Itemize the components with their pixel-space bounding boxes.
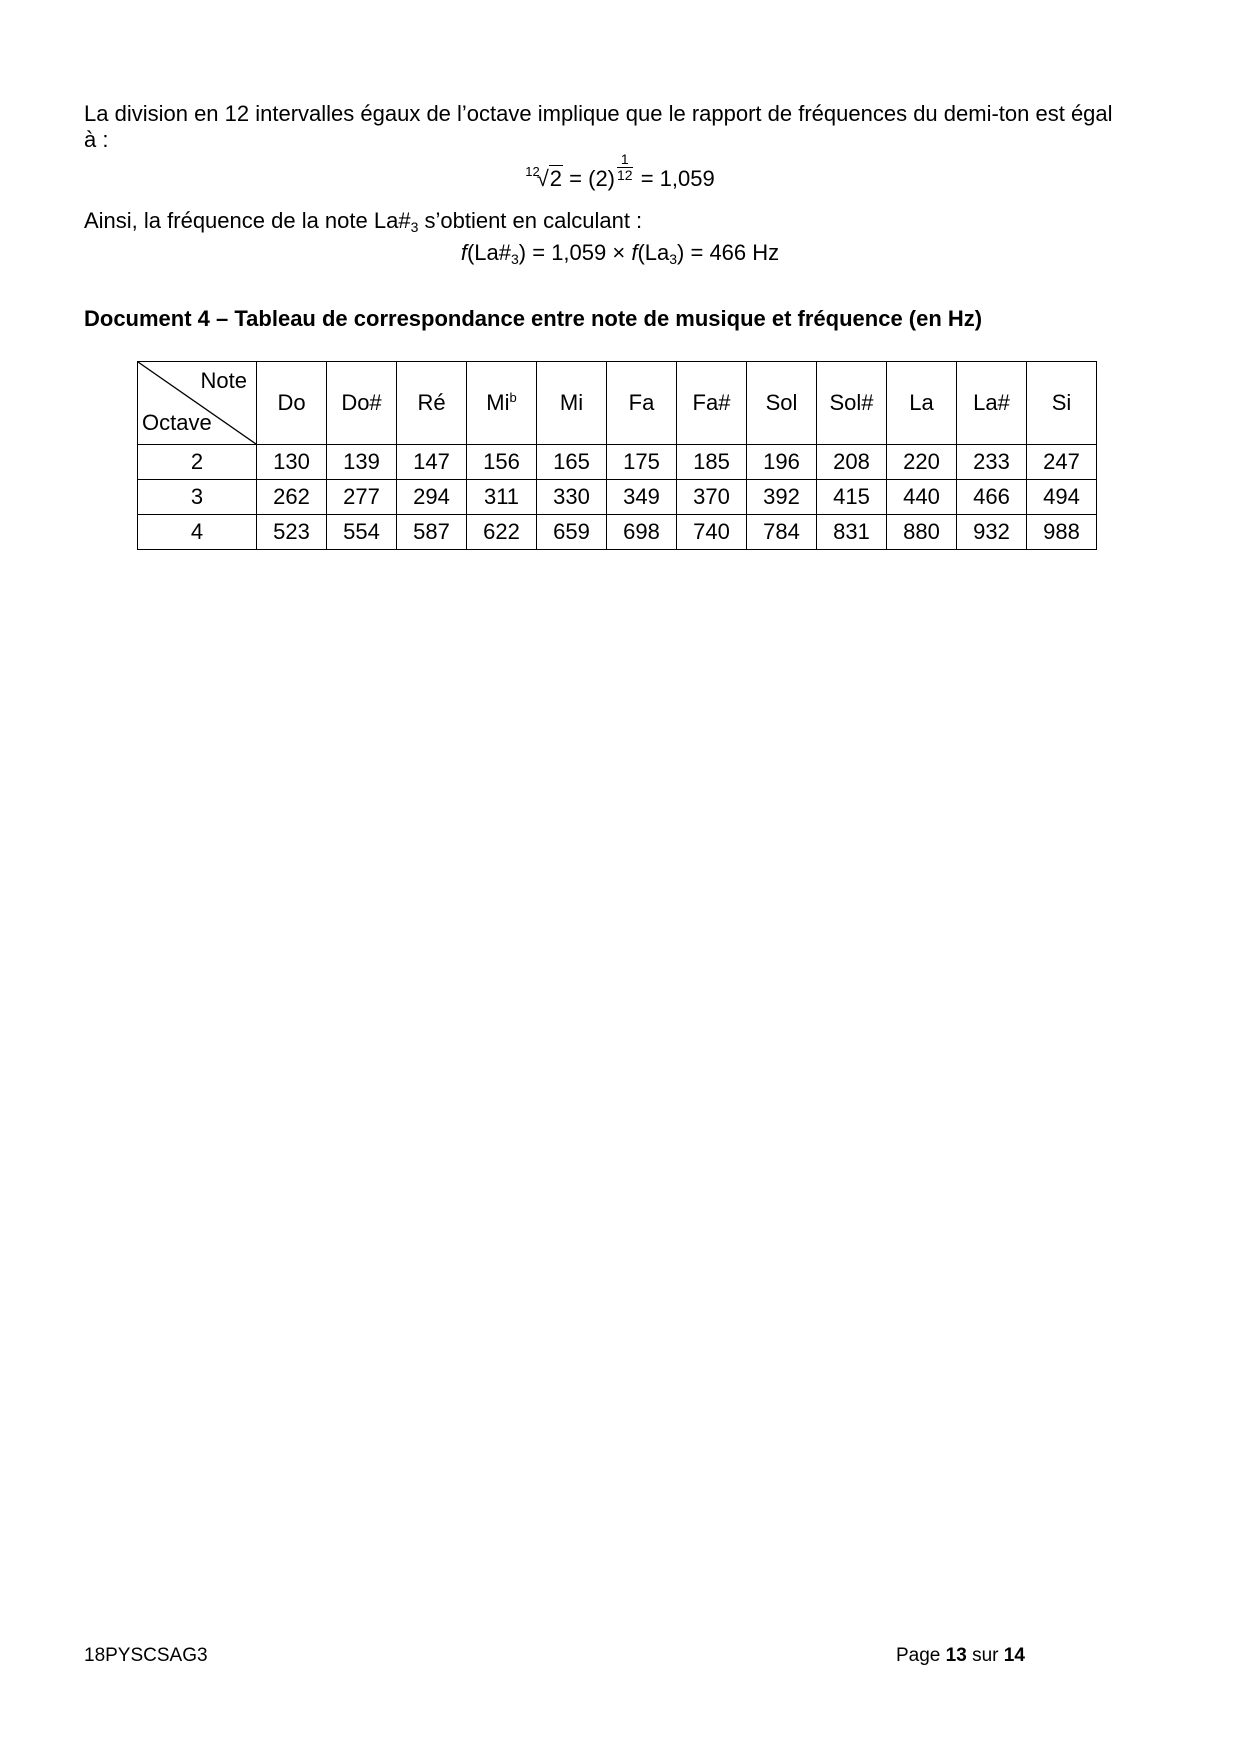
intro-line-1: La division en 12 intervalles égaux de l’octave implique que le rapport de fréquences du demi-ton est égal xyxy=(84,101,1113,126)
table-cell: 554 xyxy=(327,515,397,550)
note-header-text: Mi xyxy=(486,390,510,415)
table-cell: 698 xyxy=(607,515,677,550)
table-cell: 494 xyxy=(1027,480,1097,515)
octave-cell: 4 xyxy=(138,515,257,550)
note-header: Ré xyxy=(397,362,467,445)
table-cell: 185 xyxy=(677,445,747,480)
octave-cell: 2 xyxy=(138,445,257,480)
table-cell: 392 xyxy=(747,480,817,515)
table-cell: 349 xyxy=(607,480,677,515)
table-cell: 277 xyxy=(327,480,397,515)
table-cell: 175 xyxy=(607,445,677,480)
table-cell: 233 xyxy=(957,445,1027,480)
note-header: Fa xyxy=(607,362,677,445)
exponent-numerator: 1 xyxy=(617,152,633,168)
corner-note-label: Note xyxy=(200,368,247,393)
document-heading: Document 4 – Tableau de correspondance entre note de musique et fréquence (en Hz) xyxy=(84,306,983,331)
note-header: La xyxy=(887,362,957,445)
formula2-sub-2: 3 xyxy=(669,251,678,267)
table-cell: 156 xyxy=(467,445,537,480)
table-header-row xyxy=(138,362,1097,445)
table-cell: 330 xyxy=(537,480,607,515)
note-header: Do# xyxy=(327,362,397,445)
table-cell: 196 xyxy=(747,445,817,480)
page-number xyxy=(896,1645,1025,1667)
table-corner-cell xyxy=(138,362,257,445)
frequency-table xyxy=(137,361,1097,550)
formula2-mid: ) = 1,059 × xyxy=(518,240,632,265)
frequency-formula xyxy=(0,240,1240,266)
f-symbol-2: f xyxy=(631,240,638,265)
table-cell: 311 xyxy=(467,480,537,515)
sqrt-symbol: √ xyxy=(536,166,549,191)
note-header: Fa# xyxy=(677,362,747,445)
table-cell: 147 xyxy=(397,445,467,480)
table-cell: 294 xyxy=(397,480,467,515)
table-cell: 622 xyxy=(467,515,537,550)
table-cell: 831 xyxy=(817,515,887,550)
page-word: Page xyxy=(896,1645,946,1666)
table-cell: 932 xyxy=(957,515,1027,550)
ainsi-paragraph xyxy=(84,208,1174,234)
formula-mid: = (2) xyxy=(563,166,616,191)
table-cell: 262 xyxy=(257,480,327,515)
f-symbol-1: f xyxy=(460,240,467,265)
octave-cell: 3 xyxy=(138,480,257,515)
note-header: Sol# xyxy=(817,362,887,445)
note-header: Mi xyxy=(537,362,607,445)
table-cell: 740 xyxy=(677,515,747,550)
page-total: 14 xyxy=(1003,1645,1025,1666)
table-cell: 139 xyxy=(327,445,397,480)
table-row xyxy=(138,480,1097,515)
exponent-denominator: 12 xyxy=(617,167,633,183)
note-header: Do xyxy=(257,362,327,445)
note-header: Sol xyxy=(747,362,817,445)
note-header xyxy=(467,362,537,445)
radicand: 2 xyxy=(549,166,563,191)
corner-octave-label: Octave xyxy=(142,410,212,435)
ainsi-text-post: s’obtient en calculant : xyxy=(418,208,643,233)
table-cell: 130 xyxy=(257,445,327,480)
document-code: 18PYSCSAG3 xyxy=(84,1645,208,1666)
table-row xyxy=(138,445,1097,480)
table-cell: 220 xyxy=(887,445,957,480)
formula2-part-2: (La xyxy=(637,240,670,265)
table-cell: 208 xyxy=(817,445,887,480)
table-cell: 165 xyxy=(537,445,607,480)
ainsi-subscript: 3 xyxy=(410,219,419,235)
flat-superscript: b xyxy=(509,390,517,405)
page-current: 13 xyxy=(945,1645,967,1666)
note-header: La# xyxy=(957,362,1027,445)
table-cell: 247 xyxy=(1027,445,1097,480)
ainsi-text-pre: Ainsi, la fréquence de la note La# xyxy=(84,208,411,233)
page-sur: sur xyxy=(966,1645,1004,1666)
table-row xyxy=(138,515,1097,550)
table-cell: 880 xyxy=(887,515,957,550)
note-header: Si xyxy=(1027,362,1097,445)
table-cell: 370 xyxy=(677,480,747,515)
table-cell: 466 xyxy=(957,480,1027,515)
root-index: 12 xyxy=(525,164,540,179)
fraction-exponent xyxy=(617,152,633,183)
formula2-part-1: (La# xyxy=(466,240,511,265)
table-cell: 784 xyxy=(747,515,817,550)
formula2-end: ) = 466 Hz xyxy=(677,240,780,265)
table-cell: 415 xyxy=(817,480,887,515)
semitone-formula xyxy=(0,152,1240,192)
formula-result: = 1,059 xyxy=(634,166,715,191)
table-cell: 523 xyxy=(257,515,327,550)
table-cell: 659 xyxy=(537,515,607,550)
table-cell: 440 xyxy=(887,480,957,515)
intro-paragraph xyxy=(84,101,1174,153)
intro-line-2: à : xyxy=(84,127,109,152)
formula2-sub-1: 3 xyxy=(511,251,519,267)
table-cell: 587 xyxy=(397,515,467,550)
table-cell: 988 xyxy=(1027,515,1097,550)
